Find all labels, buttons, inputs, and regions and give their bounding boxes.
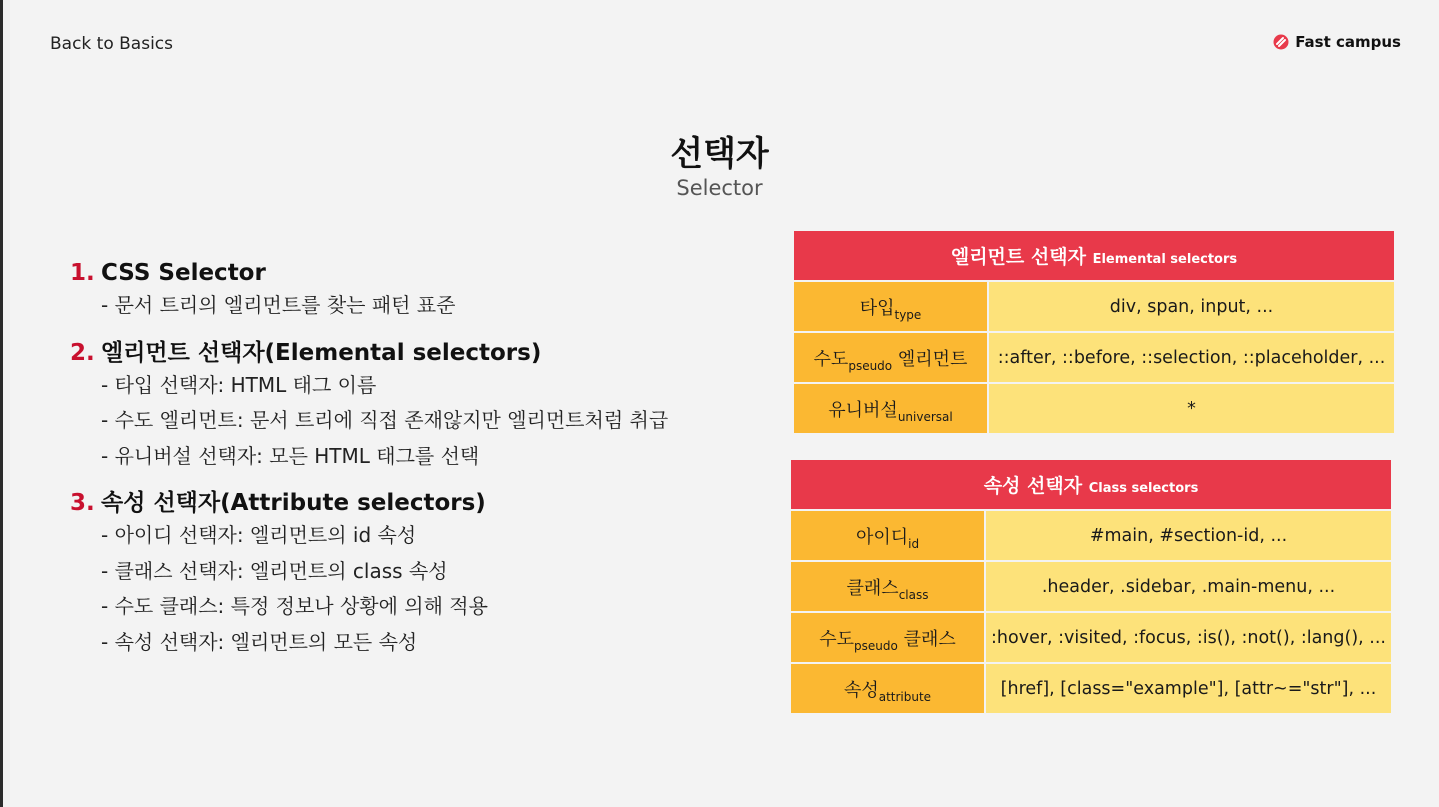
row-value: .header, .sidebar, .main-menu, ... [985,561,1392,612]
row-value: [href], [class="example"], [attr~="str"], ... [985,663,1392,714]
slide-title: 선택자 [670,134,769,174]
table-title: 엘리먼트 선택자 [950,246,1086,268]
section-title: 엘리먼트 선택자(Elemental selectors) [101,339,542,366]
left-edge-bar [0,0,3,807]
table-header [790,459,1392,510]
row-label: 타입$_{type}$ [793,281,988,332]
table-header [793,230,1395,281]
row-label: 아이디$_{id}$ [790,510,985,561]
outline-section [70,488,760,660]
class-selectors-table [789,458,1393,715]
table-row [793,383,1395,434]
table-title-en: Elemental selectors [1092,252,1238,267]
outline-section [70,338,760,475]
section-heading [70,258,760,288]
row-value: :hover, :visited, :focus, :is(), :not(), :lang(), ... [985,612,1392,663]
table-title: 속성 선택자 [983,475,1083,497]
section-number: 2. [70,339,95,366]
row-label: 수도$_{pseudo}$ 클래스 [790,612,985,663]
row-label: 수도$_{pseudo}$ 엘리먼트 [793,332,988,383]
elemental-selectors-table [792,229,1396,435]
table-row [790,612,1392,663]
section-heading [70,338,760,368]
list-item: - 클래스 선택자: 엘리먼트의 class 속성 [101,554,760,590]
table-row [790,663,1392,714]
row-label: 속성$_{attribute}$ [790,663,985,714]
course-label: Back to Basics [50,34,174,54]
table-row [790,561,1392,612]
outline-list [70,258,760,674]
section-number: 3. [70,490,95,516]
row-label: 유니버설$_{universal}$ [793,383,988,434]
row-value: #main, #section-id, ... [985,510,1392,561]
row-label: 클래스$_{class}$ [790,561,985,612]
list-item: - 타입 선택자: HTML 태그 이름 [101,368,760,404]
outline-section [70,258,760,324]
section-number: 1. [70,260,95,286]
list-item: - 유니버설 선택자: 모든 HTML 태그를 선택 [101,439,760,475]
table-row [793,281,1395,332]
section-title: 속성 선택자(Attribute selectors) [101,490,486,516]
section-title: CSS Selector [101,260,266,286]
list-item: - 문서 트리의 엘리먼트를 찾는 패턴 표준 [101,288,760,324]
row-value: div, span, input, ... [988,281,1395,332]
slide-subtitle: Selector [676,176,763,200]
table-row [790,510,1392,561]
table-title-en: Class selectors [1088,481,1199,496]
brand-logo [1273,33,1401,51]
row-value: * [988,383,1395,434]
brand-name: Fast campus [1295,33,1401,51]
list-item: - 아이디 선택자: 엘리먼트의 id 속성 [101,518,760,554]
list-item: - 속성 선택자: 엘리먼트의 모든 속성 [101,625,760,661]
list-item: - 수도 클래스: 특정 정보나 상황에 의해 적용 [101,589,760,625]
section-heading [70,488,760,518]
table-row [793,332,1395,383]
row-value: ::after, ::before, ::selection, ::placeholder, ... [988,332,1395,383]
list-item: - 수도 엘리먼트: 문서 트리에 직접 존재않지만 엘리먼트처럼 취급 [101,403,760,439]
fastcampus-logo-icon [1273,34,1289,50]
